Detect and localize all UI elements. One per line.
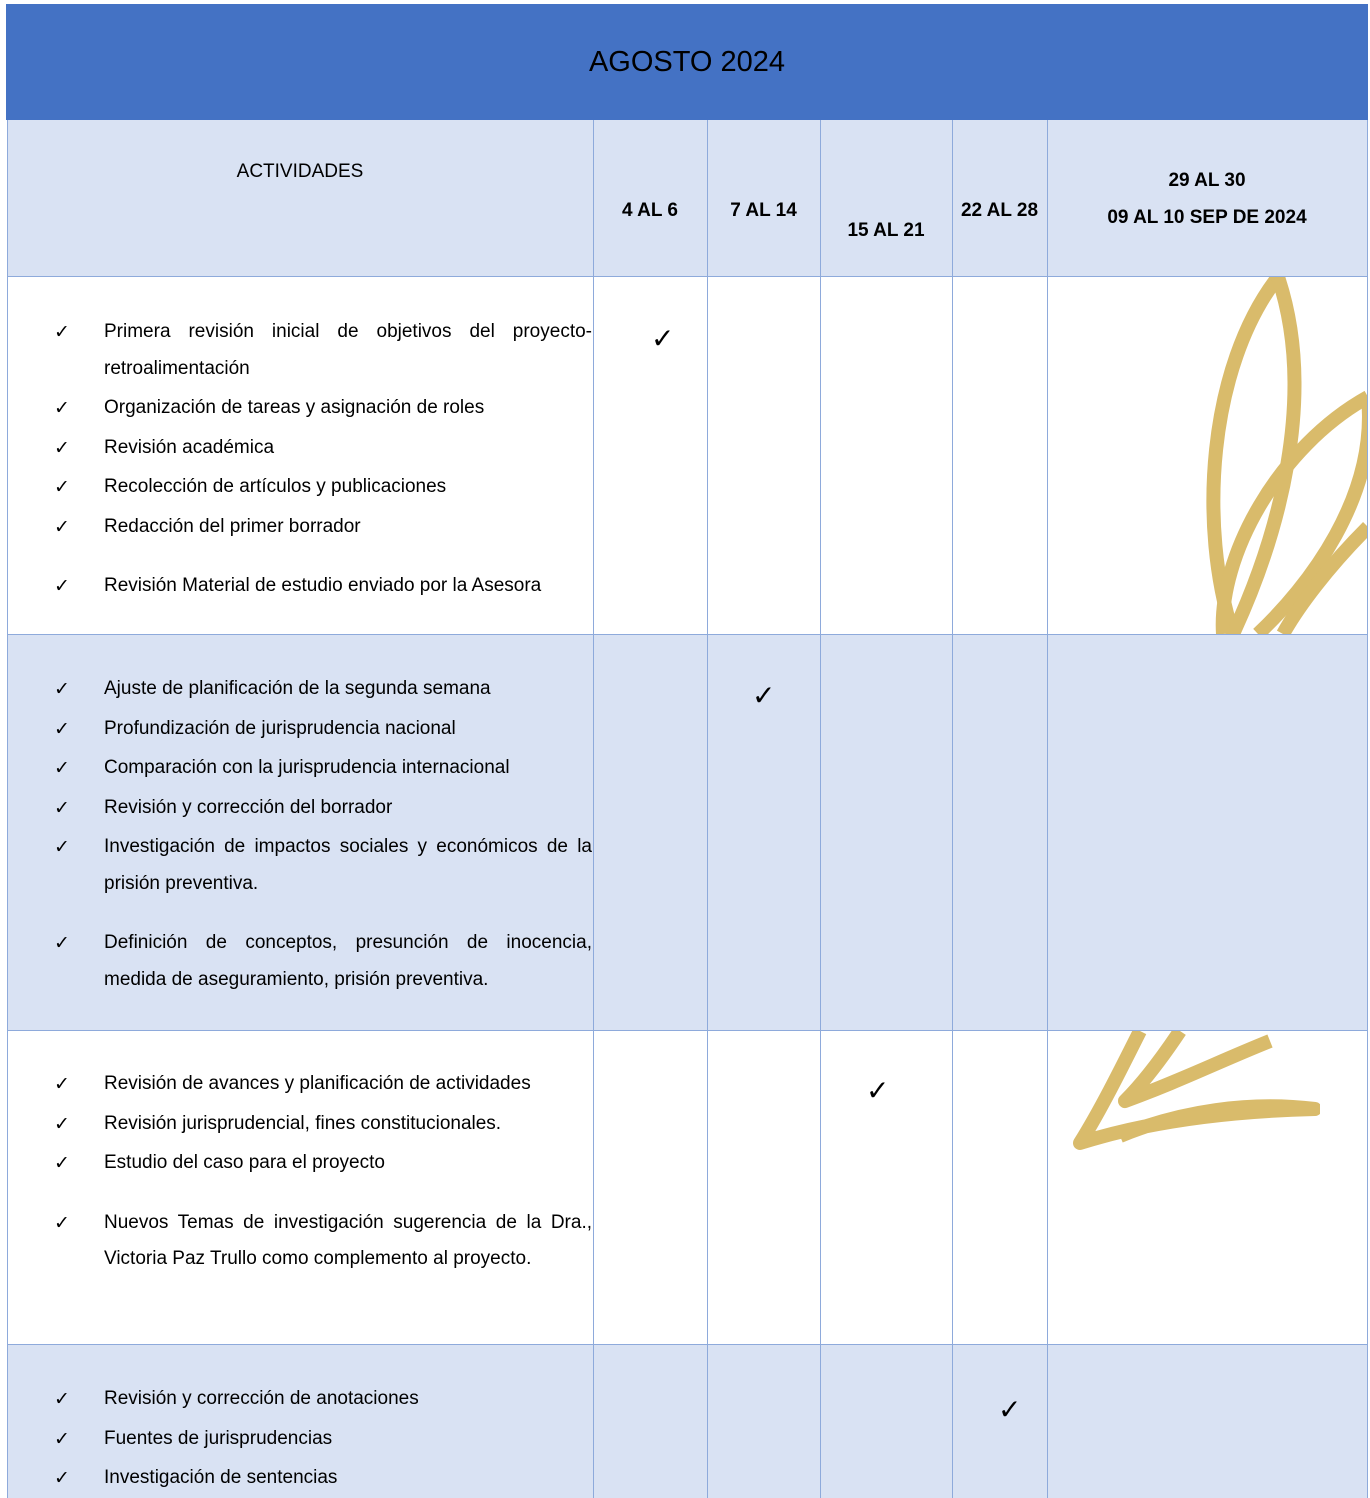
check-icon: ✓ [866, 1074, 890, 1107]
grid-line [593, 120, 594, 1498]
check-icon: ✓ [54, 476, 70, 498]
list-item: ✓ Revisión jurisprudencial, fines constitucionales. [0, 1106, 592, 1143]
list-item: ✓ Nuevos Temas de investigación sugerencia de la Dra., Victoria Paz Trullo como complemento al proyecto. [0, 1205, 592, 1278]
check-icon: ✓ [54, 321, 70, 343]
list-item: ✓ Redacción del primer borrador [0, 509, 592, 546]
check-icon: ✓ [651, 322, 675, 355]
activity-list [0, 1381, 592, 1497]
check-icon: ✓ [998, 1393, 1022, 1426]
check-icon: ✓ [54, 1073, 70, 1095]
check-icon: ✓ [54, 436, 70, 459]
grid-line [1367, 120, 1368, 1498]
activity-list [0, 671, 592, 998]
check-icon: ✓ [54, 1152, 70, 1174]
table-title: AGOSTO 2024 [588, 45, 786, 78]
column-header-week-2: 7 AL 14 [730, 200, 797, 221]
activity-list [0, 314, 592, 605]
list-item: ✓ Profundización de jurisprudencia nacional [0, 711, 592, 748]
list-item: ✓ Comparación con la jurisprudencia internacional [0, 750, 592, 787]
leaf-decoration-icon [1048, 277, 1368, 634]
grid-line [707, 120, 708, 1498]
check-icon: ✓ [54, 515, 70, 538]
list-item: ✓ Recolección de artículos y publicaciones [0, 469, 592, 506]
check-icon: ✓ [54, 1427, 70, 1450]
list-item: ✓ Revisión de avances y planificación de actividades [0, 1066, 592, 1103]
grid-line [7, 634, 1368, 635]
check-icon: ✓ [54, 796, 70, 819]
column-header-week-1: 4 AL 6 [622, 200, 678, 221]
check-icon: ✓ [54, 932, 70, 954]
list-item: ✓ Revisión y corrección del borrador [0, 790, 592, 827]
list-item: ✓ Revisión Material de estudio enviado por la Asesora [0, 568, 592, 605]
list-item: ✓ Revisión académica [0, 430, 592, 467]
check-icon: ✓ [54, 836, 70, 858]
list-item: ✓ Definición de conceptos, presunción de inocencia, medida de aseguramiento, prisión preventiva. [0, 925, 592, 998]
grid-line [7, 1344, 1368, 1345]
check-icon: ✓ [54, 575, 70, 597]
check-icon: ✓ [752, 679, 776, 712]
list-item: ✓ Organización de tareas y asignación de roles [0, 390, 592, 427]
list-item: ✓ Estudio del caso para el proyecto [0, 1145, 592, 1182]
grid-line [820, 120, 821, 1498]
list-item: ✓ Investigación de impactos sociales y económicos de la prisión preventiva. [0, 829, 592, 902]
check-icon: ✓ [54, 1112, 70, 1135]
column-header-last-period: 29 AL 30 09 AL 10 SEP DE 2024 [1107, 170, 1307, 228]
grid-line [7, 1030, 1368, 1031]
check-icon: ✓ [54, 717, 70, 740]
list-item: ✓ Ajuste de planificación de la segunda semana [0, 671, 592, 708]
list-item: ✓ Investigación de sentencias [0, 1460, 592, 1497]
check-icon: ✓ [54, 1388, 70, 1410]
check-icon: ✓ [54, 1211, 70, 1234]
list-item: ✓ Fuentes de jurisprudencias [0, 1421, 592, 1458]
grid-line [1047, 120, 1048, 1498]
grid-line [7, 276, 1368, 277]
table-title-bar [6, 4, 1368, 120]
leaf-decoration-icon [1070, 1031, 1320, 1151]
check-icon: ✓ [54, 1467, 70, 1489]
list-item: ✓ Revisión y corrección de anotaciones [0, 1381, 592, 1418]
list-item: ✓ Primera revisión inicial de objetivos del proyecto-retroalimentación [0, 314, 592, 387]
column-header-week-3: 15 AL 21 [847, 220, 925, 241]
check-icon: ✓ [54, 397, 70, 419]
grid-line [952, 120, 953, 1498]
column-header-activities: ACTIVIDADES [236, 161, 364, 182]
column-header-week-4: 22 AL 28 [960, 200, 1039, 221]
check-icon: ✓ [54, 757, 70, 779]
check-icon: ✓ [54, 678, 70, 700]
activity-list [0, 1066, 592, 1278]
